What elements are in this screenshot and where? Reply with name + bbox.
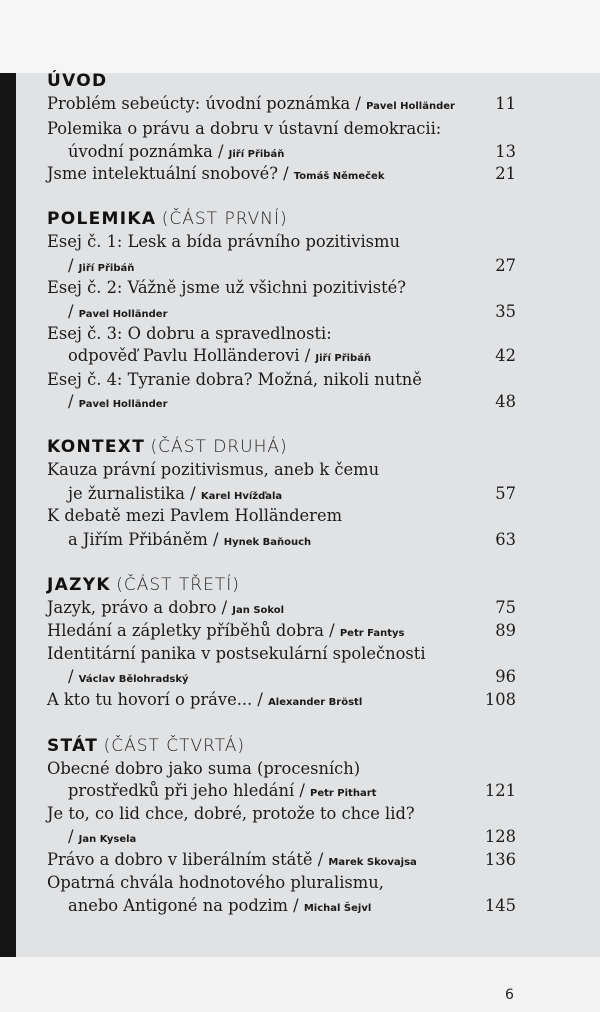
entry-page-number: 96	[495, 667, 516, 686]
entry-page-number: 13	[495, 142, 516, 161]
toc-entry-12-cont: / Václav Bělohradský	[68, 667, 189, 686]
toc-entry-8: Kauza právní pozitivismus, aneb k čemu	[47, 460, 380, 479]
entry-author: Karel Hvížďala	[200, 491, 283, 502]
toc-entry-17: Opatrná chvála hodnotového pluralismu,	[47, 873, 384, 892]
toc-entry-13: A kto tu hovorí o práve... / Alexander Bröstl	[47, 690, 363, 709]
entry-page-number: 11	[495, 94, 516, 113]
toc-entry-8-cont: je žurnalistika / Karel Hvížďala	[68, 484, 283, 503]
toc-entry-2-cont: úvodní poznámka / Jiří Přibáň	[68, 142, 285, 161]
entry-author: Hynek Baňouch	[223, 537, 312, 548]
toc-entry-6: Esej č. 3: O dobru a spravedlnosti:	[47, 324, 332, 343]
entry-page-number: 21	[495, 164, 516, 183]
entry-author: Petr Pithart	[310, 788, 377, 799]
entry-author: Václav Bělohradský	[78, 674, 189, 685]
entry-author: Jiří Přibáň	[78, 263, 135, 274]
entry-author: Jiří Přibáň	[315, 353, 372, 364]
toc-entry-2: Polemika o právu a dobru v ústavní demokracii:	[47, 119, 442, 138]
entry-author: Petr Fantys	[339, 628, 405, 639]
toc-entry-9: K debatě mezi Pavlem Holländerem	[47, 506, 343, 525]
entry-author: Pavel Holländer	[78, 309, 168, 320]
toc-entry-17-cont: anebo Antigoné na podzim / Michal Šejvl	[68, 896, 372, 915]
entry-page-number: 145	[484, 896, 516, 915]
section-heading-kontext: KONTEXT (ČÁST DRUHÁ)	[47, 437, 288, 457]
toc-entry-12: Identitární panika v postsekulární společnosti	[47, 644, 426, 663]
toc-entry-14-cont: prostředků při jeho hledání / Petr Pithart	[68, 781, 377, 800]
entry-page-number: 89	[495, 621, 516, 640]
entry-author: Michal Šejvl	[303, 903, 372, 914]
toc-entry-4-cont: / Jiří Přibáň	[68, 256, 135, 275]
entry-author: Jiří Přibáň	[228, 149, 285, 160]
toc-entry-15-cont: / Jan Kysela	[68, 827, 137, 846]
entry-author: Pavel Holländer	[78, 399, 168, 410]
entry-author: Jan Sokol	[232, 605, 285, 616]
entry-page-number: 136	[484, 850, 516, 869]
entry-page-number: 48	[495, 392, 516, 411]
toc-entry-3: Jsme intelektuální snobové? / Tomáš Němeček	[47, 164, 385, 183]
section-heading-stat: STÁT (ČÁST ČTVRTÁ)	[47, 736, 246, 756]
toc-entry-9-cont: a Jiřím Přibáněm / Hynek Baňouch	[68, 530, 312, 549]
toc-entry-7: Esej č. 4: Tyranie dobra? Možná, nikoli nutně	[47, 370, 422, 389]
toc-entry-1: Problém sebeúcty: úvodní poznámka / Pavel Holländer	[47, 94, 455, 113]
section-heading-polemika: POLEMIKA (ČÁST PRVNÍ)	[47, 209, 288, 229]
page-number: 6	[505, 987, 514, 1003]
entry-page-number: 57	[495, 484, 516, 503]
toc-entry-6-cont: odpověď Pavlu Holländerovi / Jiří Přibáň	[68, 346, 372, 365]
entry-page-number: 63	[495, 530, 516, 549]
section-heading-uvod: ÚVOD	[47, 71, 108, 91]
toc-entry-5-cont: / Pavel Holländer	[68, 302, 168, 321]
entry-page-number: 128	[484, 827, 516, 846]
entry-page-number: 35	[495, 302, 516, 321]
toc-entry-15: Je to, co lid chce, dobré, protože to chce lid?	[47, 804, 415, 823]
entry-page-number: 121	[484, 781, 516, 800]
entry-page-number: 75	[495, 598, 516, 617]
entry-page-number: 27	[495, 256, 516, 275]
toc-entry-10: Jazyk, právo a dobro / Jan Sokol	[47, 598, 285, 617]
toc-entry-14: Obecné dobro jako suma (procesních)	[47, 759, 361, 778]
entry-page-number: 108	[484, 690, 516, 709]
toc-entry-16: Právo a dobro v liberálním státě / Marek Skovajsa	[47, 850, 417, 869]
toc-entry-7-cont: / Pavel Holländer	[68, 392, 168, 411]
entry-author: Alexander Bröstl	[268, 697, 363, 708]
toc-entry-11: Hledání a zápletky příběhů dobra / Petr Fantys	[47, 621, 405, 640]
entry-page-number: 42	[495, 346, 516, 365]
entry-author: Marek Skovajsa	[328, 857, 417, 868]
toc-entry-5: Esej č. 2: Vážně jsme už všichni pozitivisté?	[47, 278, 406, 297]
entry-author: Tomáš Němeček	[293, 171, 385, 182]
section-heading-jazyk: JAZYK (ČÁST TŘETÍ)	[47, 575, 240, 595]
entry-author: Pavel Holländer	[366, 101, 455, 112]
toc-entry-4: Esej č. 1: Lesk a bída právního pozitivismu	[47, 232, 400, 251]
entry-author: Jan Kysela	[78, 834, 137, 845]
